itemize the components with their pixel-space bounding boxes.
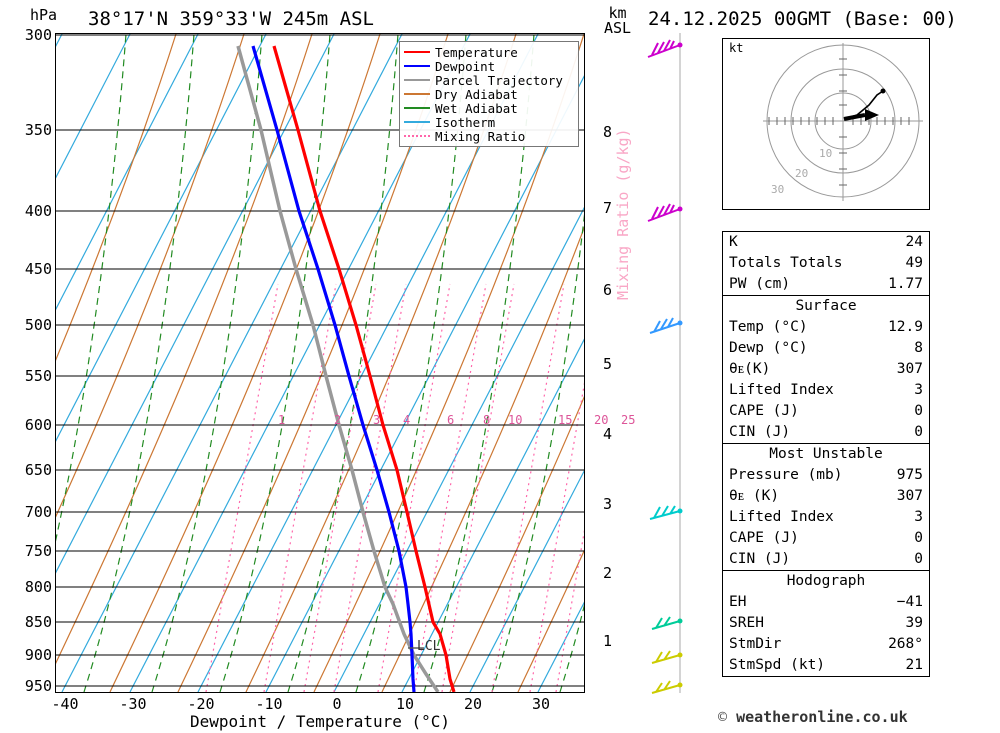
hodograph-svg — [723, 39, 929, 209]
wind-barb-400 — [648, 204, 683, 221]
hodograph-trace-thick — [844, 115, 865, 119]
altitude-unit-line1: km — [608, 4, 627, 22]
index-label: EH — [729, 594, 747, 610]
legend-swatch-dry-adiabat — [404, 93, 430, 95]
hodograph — [722, 38, 930, 210]
pressure-tick: 400 — [24, 202, 52, 220]
copyright-symbol: © — [718, 708, 728, 726]
pressure-tick: 700 — [24, 503, 52, 521]
table-row — [723, 528, 929, 549]
pressure-axis-labels — [0, 26, 52, 695]
legend-item — [404, 87, 574, 101]
index-value: 21 — [905, 657, 923, 673]
run-date-title: 24.12.2025 00GMT (Base: 00) — [648, 8, 957, 30]
pressure-tick: 950 — [24, 677, 52, 695]
table-row — [723, 465, 929, 486]
hodograph-unit-label: kt — [729, 41, 744, 55]
index-label: StmDir — [729, 636, 782, 652]
mixing-ratio-tick: 20 — [594, 413, 609, 427]
temperature-tick: -20 — [187, 695, 215, 713]
temperature-tick: 0 — [332, 695, 342, 713]
pressure-tick: 550 — [24, 367, 52, 385]
legend-item — [404, 59, 574, 73]
pressure-tick: 650 — [24, 461, 52, 479]
x-axis-title: Dewpoint / Temperature (°C) — [189, 712, 451, 731]
legend — [399, 41, 579, 147]
index-label: Totals Totals — [729, 255, 843, 271]
index-value: 3 — [914, 509, 923, 525]
lcl-label: LCL — [417, 639, 441, 654]
legend-swatch-dewpoint — [404, 65, 430, 67]
index-label: CIN (J) — [729, 551, 791, 567]
altitude-axis-labels — [590, 33, 614, 693]
index-value: 0 — [914, 551, 923, 567]
altitude-tick: 5 — [602, 355, 612, 373]
pressure-tick: 850 — [24, 613, 52, 631]
pressure-tick: 600 — [24, 416, 52, 434]
section-header-most-unstable: Most Unstable — [769, 446, 883, 462]
mixing-ratio-tick: 15 — [558, 413, 573, 427]
index-value: −41 — [896, 594, 923, 610]
legend-label: Dry Adiabat — [435, 86, 518, 102]
mixing-ratio-tick: 3 — [373, 413, 381, 427]
index-value: 49 — [905, 255, 923, 271]
legend-swatch-wet-adiabat — [404, 107, 430, 109]
wind-barb-500 — [650, 318, 683, 333]
temperature-tick: -10 — [255, 695, 283, 713]
index-value: 12.9 — [888, 319, 923, 335]
table-row — [723, 274, 929, 295]
hodograph-endpoint — [881, 89, 886, 94]
index-label: PW (cm) — [729, 276, 791, 292]
hodograph-ring-label-20: 20 — [795, 167, 809, 180]
altitude-tick: 1 — [602, 632, 612, 650]
index-value: 0 — [914, 424, 923, 440]
index-value: 307 — [896, 361, 923, 377]
index-value: 268° — [888, 636, 923, 652]
altitude-tick: 8 — [602, 123, 612, 141]
altitude-tick: 4 — [602, 425, 612, 443]
altitude-tick: 2 — [602, 564, 612, 582]
index-value: 0 — [914, 403, 923, 419]
legend-swatch-mixing-ratio — [404, 135, 430, 137]
index-label: Lifted Index — [729, 509, 834, 525]
legend-label: Mixing Ratio — [435, 128, 526, 144]
pressure-unit-label: hPa — [30, 6, 58, 24]
pressure-tick: 350 — [24, 121, 52, 139]
index-value: 1.77 — [888, 276, 923, 292]
temperature-tick: -40 — [51, 695, 79, 713]
mixing-ratio-axis-title: Mixing Ratio (g/kg) — [614, 128, 632, 300]
pressure-tick: 900 — [24, 646, 52, 664]
index-label: CAPE (J) — [729, 403, 799, 419]
index-value: 24 — [905, 234, 923, 250]
wind-barb-column — [640, 33, 700, 693]
legend-item — [404, 101, 574, 115]
index-label: Temp (°C) — [729, 319, 808, 335]
copyright — [718, 708, 908, 726]
index-label: Lifted Index — [729, 382, 834, 398]
legend-label: Parcel Trajectory — [435, 72, 563, 88]
altitude-tick: 6 — [602, 281, 612, 299]
temperature-axis-labels — [51, 695, 585, 713]
index-value: 39 — [905, 615, 923, 631]
table-row — [723, 338, 929, 359]
index-label: θᴇ(K) — [729, 361, 771, 377]
table-row — [723, 380, 929, 401]
wind-barb-950 — [652, 681, 683, 693]
temperature-tick: 20 — [463, 695, 483, 713]
index-label: StmSpd (kt) — [729, 657, 826, 673]
table-row — [723, 253, 929, 274]
wind-barb-svg — [640, 33, 700, 693]
table-row — [723, 655, 929, 676]
legend-label: Temperature — [435, 44, 518, 60]
pressure-tick: 300 — [24, 26, 52, 44]
table-row — [723, 592, 929, 613]
index-value: 3 — [914, 382, 923, 398]
pressure-tick: 500 — [24, 316, 52, 334]
legend-label: Dewpoint — [435, 58, 496, 74]
altitude-tick: 7 — [602, 199, 612, 217]
index-value: 8 — [914, 340, 923, 356]
mixing-ratio-tick: 4 — [403, 413, 411, 427]
index-value: 975 — [896, 467, 923, 483]
section-header-surface: Surface — [795, 298, 857, 314]
table-row — [723, 486, 929, 507]
index-value: 0 — [914, 530, 923, 546]
table-row — [723, 634, 929, 655]
table-row — [723, 359, 929, 380]
index-label: CAPE (J) — [729, 530, 799, 546]
temperature-tick: 30 — [531, 695, 551, 713]
temperature-tick: 10 — [395, 695, 415, 713]
legend-item — [404, 129, 574, 143]
hodograph-ring-label-30: 30 — [771, 183, 785, 196]
index-label: Pressure (mb) — [729, 467, 843, 483]
legend-swatch-isotherm — [404, 121, 430, 123]
altitude-unit-line2: ASL — [604, 19, 632, 37]
index-value: 307 — [896, 488, 923, 504]
wind-barb-900 — [652, 651, 683, 663]
section-header-hodograph: Hodograph — [786, 573, 866, 589]
hodograph-ring-label-10: 10 — [819, 147, 833, 160]
pressure-tick: 450 — [24, 260, 52, 278]
pressure-tick: 750 — [24, 542, 52, 560]
legend-label: Isotherm — [435, 114, 496, 130]
index-label: θᴇ (K) — [729, 488, 780, 504]
mixing-ratio-tick: 1 — [278, 413, 286, 427]
wind-barb-700 — [650, 506, 683, 519]
altitude-unit-label — [604, 6, 631, 36]
page-title: 38°17'N 359°33'W 245m ASL — [88, 8, 374, 30]
copyright-text: weatheronline.co.uk — [736, 708, 908, 726]
legend-label: Wet Adiabat — [435, 100, 518, 116]
table-row — [723, 232, 929, 253]
table-row — [723, 613, 929, 634]
temperature-tick: -30 — [119, 695, 147, 713]
mixing-ratio-tick: 2 — [334, 413, 342, 427]
index-label: SREH — [729, 615, 764, 631]
wind-barb-850 — [652, 617, 683, 629]
mixing-ratio-tick: 8 — [483, 413, 491, 427]
legend-item — [404, 73, 574, 87]
legend-swatch-temperature — [404, 51, 430, 53]
legend-item — [404, 45, 574, 59]
altitude-tick: 3 — [602, 495, 612, 513]
table-row — [723, 317, 929, 338]
mixing-ratio-tick: 6 — [447, 413, 455, 427]
legend-item — [404, 115, 574, 129]
wind-barb-300 — [648, 40, 683, 57]
mixing-ratio-tick: 25 — [621, 413, 636, 427]
mixing-ratio-lines — [206, 284, 628, 692]
index-label: K — [729, 234, 738, 250]
table-row — [723, 401, 929, 422]
table-row — [723, 549, 929, 570]
legend-swatch-parcel — [404, 79, 430, 81]
mixing-ratio-tick: 10 — [508, 413, 523, 427]
pressure-tick: 800 — [24, 578, 52, 596]
table-row — [723, 422, 929, 443]
table-row — [723, 507, 929, 528]
hodograph-ticks — [769, 59, 909, 185]
index-label: Dewp (°C) — [729, 340, 808, 356]
index-label: CIN (J) — [729, 424, 791, 440]
sounding-index-table — [722, 231, 930, 677]
